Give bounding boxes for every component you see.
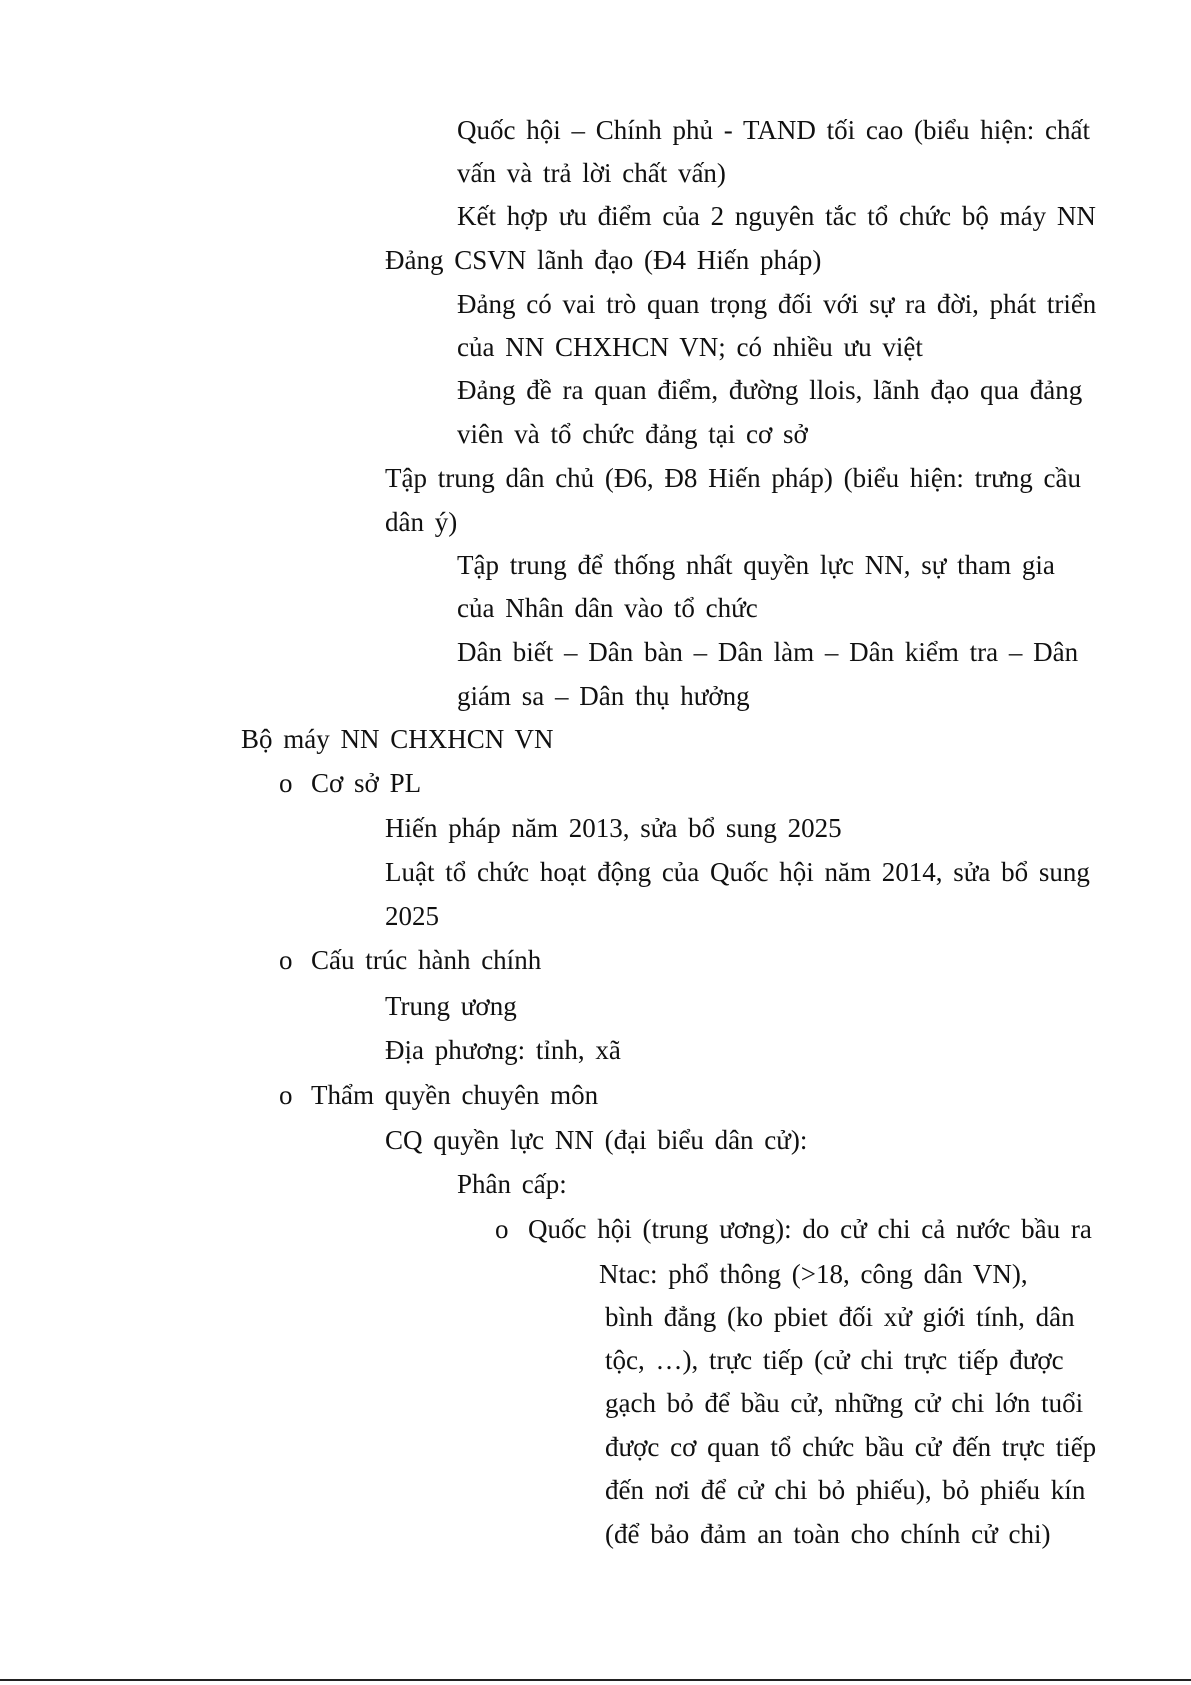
list-item-text: Quốc hội (trung ương): do cử chi cả nước bầu ra: [528, 1214, 1092, 1244]
list-item-text: Tập trung để thống nhất quyền lực NN, sự tham gia: [457, 550, 1055, 580]
list-item-text-continued: của NN CHXHCN VN; có nhiều ưu việt: [457, 332, 923, 362]
list-item-text: Ntac: phổ thông (>18, công dân VN),: [599, 1259, 1028, 1289]
list-item-text: CQ quyền lực NN (đại biểu dân cử):: [385, 1125, 808, 1155]
list-item-text-continued: gạch bỏ để bầu cử, những cử chi lớn tuổi: [605, 1388, 1084, 1418]
circle-bullet-icon: o: [495, 1214, 509, 1244]
list-item-text: Đảng có vai trò quan trọng đối với sự ra đời, phát triển: [457, 289, 1097, 319]
list-item-text-continued: vấn và trả lời chất vấn): [457, 158, 726, 188]
section-heading: Bộ máy NN CHXHCN VN: [241, 724, 554, 754]
list-item-text-continued: bình đẳng (ko pbiet đối xử giới tính, dân: [605, 1302, 1075, 1332]
list-item-text: Kết hợp ưu điểm của 2 nguyên tắc tổ chức bộ máy NN: [457, 201, 1096, 231]
list-item-text: Hiến pháp năm 2013, sửa bổ sung 2025: [385, 813, 842, 843]
list-item-text-continued: của Nhân dân vào tổ chức: [457, 593, 758, 623]
circle-bullet-icon: o: [279, 768, 293, 798]
list-item-text: Cơ sở PL: [311, 768, 422, 798]
circle-bullet-icon: o: [279, 1080, 293, 1110]
list-item-text-continued: 2025: [385, 901, 439, 931]
page-bottom-divider: [0, 1679, 1191, 1681]
list-item-text: Tập trung dân chủ (Đ6, Đ8 Hiến pháp) (biểu hiện: trưng cầu: [385, 463, 1081, 493]
list-item-text: Quốc hội – Chính phủ - TAND tối cao (biểu hiện: chất: [457, 115, 1090, 145]
list-item-text-continued: đến nơi để cử chi bỏ phiếu), bỏ phiếu kín: [605, 1475, 1086, 1505]
list-item-text: Phân cấp:: [457, 1169, 567, 1199]
list-item-text: Đảng đề ra quan điểm, đường llois, lãnh đạo qua đảng: [457, 375, 1083, 405]
list-item-text-continued: dân ý): [385, 507, 458, 537]
list-item-text-continued: (để bảo đảm an toàn cho chính cử chi): [605, 1519, 1051, 1549]
list-item-text: Luật tổ chức hoạt động của Quốc hội năm 2014, sửa bổ sung: [385, 857, 1090, 887]
list-item-text: Dân biết – Dân bàn – Dân làm – Dân kiểm tra – Dân: [457, 637, 1079, 667]
list-item-text-continued: tộc, …), trực tiếp (cử chi trực tiếp được: [605, 1345, 1064, 1375]
list-item-text: Đảng CSVN lãnh đạo (Đ4 Hiến pháp): [385, 245, 822, 275]
list-item-text-continued: viên và tổ chức đảng tại cơ sở: [457, 419, 808, 449]
circle-bullet-icon: o: [279, 945, 293, 975]
list-item-text: Trung ương: [385, 991, 517, 1021]
list-item-text: Thẩm quyền chuyên môn: [311, 1080, 599, 1110]
list-item-text: Địa phương: tỉnh, xã: [385, 1035, 621, 1065]
list-item-text-continued: giám sa – Dân thụ hưởng: [457, 681, 750, 711]
list-item-text: Cấu trúc hành chính: [311, 945, 542, 975]
list-item-text-continued: được cơ quan tổ chức bầu cử đến trực tiếp: [605, 1432, 1097, 1462]
